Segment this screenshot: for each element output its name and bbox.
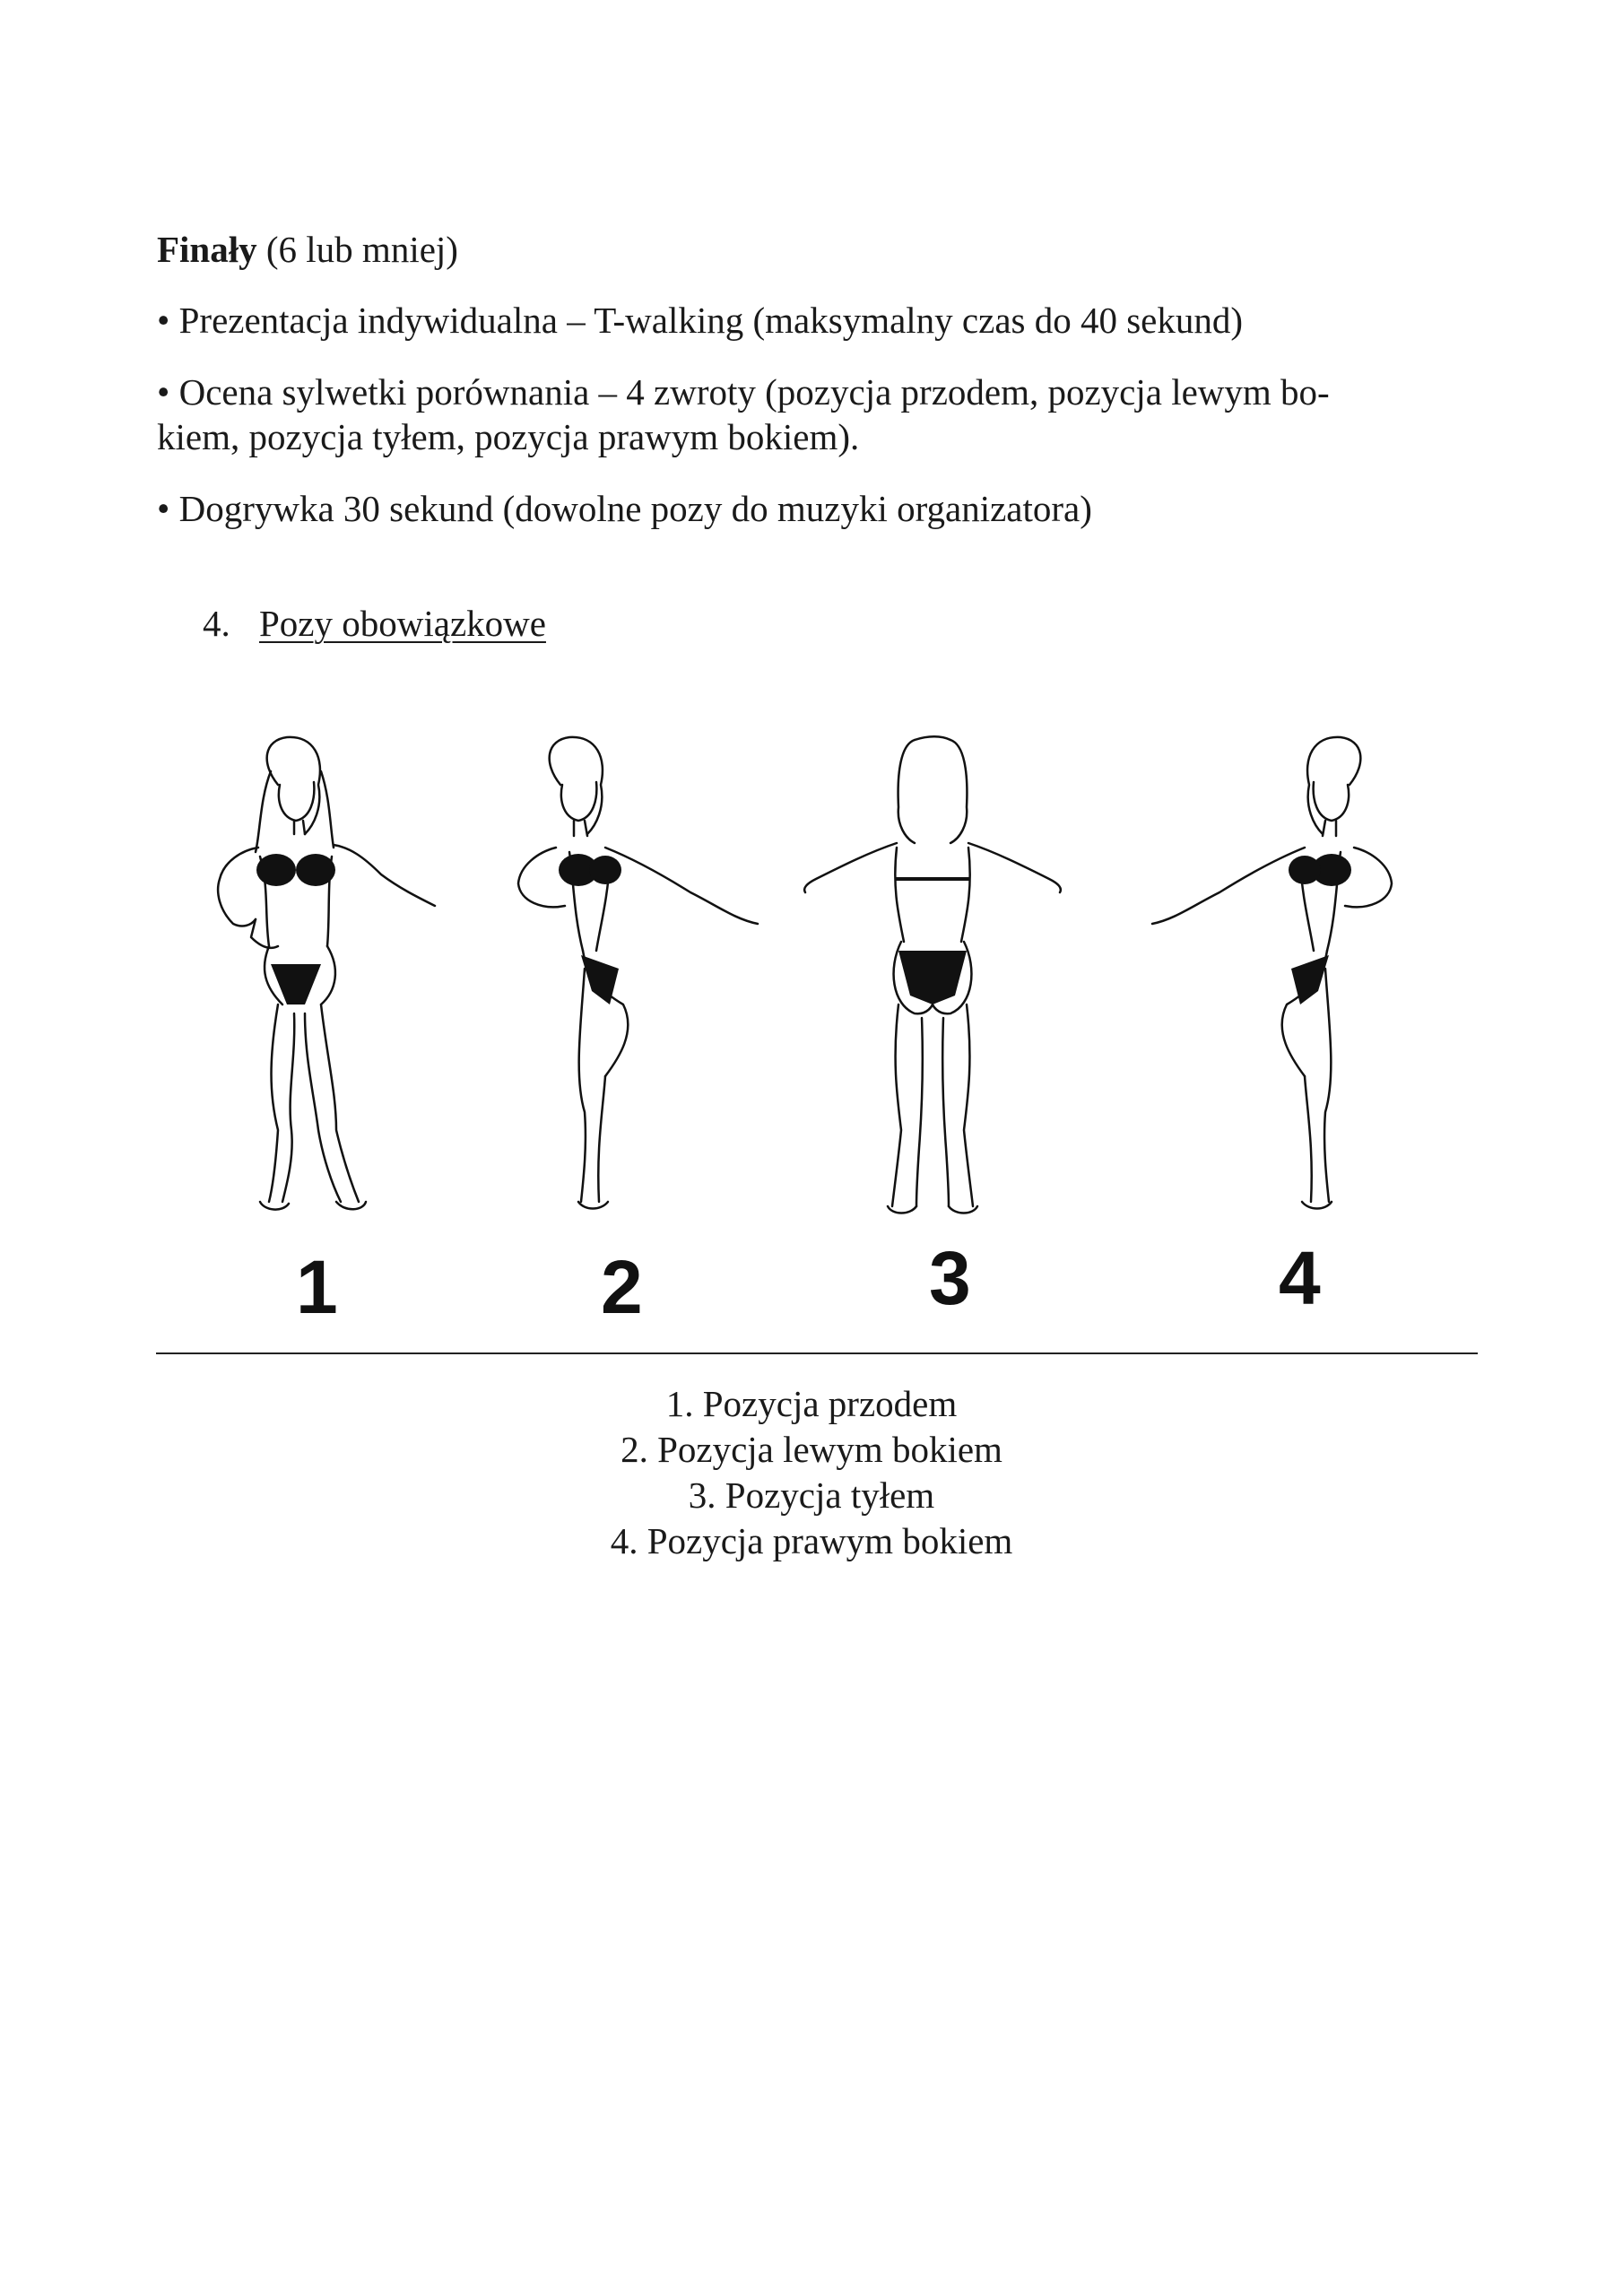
bullet-text: Ocena sylwetki porównania – 4 zwroty (pozycja przodem, pozycja lewym bo- (178, 371, 1330, 413)
bullet-item (157, 298, 1243, 343)
figure-number: 1 (296, 1245, 338, 1329)
figure-number: 4 (1279, 1236, 1321, 1320)
bullet-item (157, 370, 1330, 414)
poses-illustration (152, 735, 1471, 1327)
section-heading (157, 227, 458, 272)
pose-back-figure (798, 735, 1067, 1238)
bullet-item (157, 486, 1092, 531)
poses-legend (0, 1381, 1623, 1564)
legend-item: 3. Pozycja tyłem (688, 1474, 935, 1516)
bullet-marker: • (157, 371, 170, 413)
legend-item: 1. Pozycja przodem (665, 1383, 958, 1424)
bullet-text: Prezentacja indywidualna – T-walking (maksymalny czas do 40 sekund) (178, 300, 1244, 341)
bullet-text: Dogrywka 30 sekund (dowolne pozy do muzyki organizatora) (178, 488, 1092, 529)
pose-left-side-figure (502, 735, 771, 1238)
figure-number: 3 (929, 1236, 971, 1320)
heading-bold: Finały (157, 229, 257, 270)
legend-item: 4. Pozycja prawym bokiem (610, 1520, 1013, 1561)
subsection-label: Pozy obowiązkowe (259, 603, 546, 644)
bullet-marker: • (157, 300, 170, 341)
heading-rest: (6 lub mniej) (265, 229, 458, 270)
bullet-text-continuation: kiem, pozycja tyłem, pozycja prawym bokiem). (157, 416, 860, 457)
pose-front-figure (170, 735, 439, 1238)
subsection-number: 4. (203, 603, 230, 644)
horizontal-divider (156, 1352, 1478, 1354)
figure-number: 2 (601, 1245, 643, 1329)
subsection-title (203, 601, 546, 646)
pose-right-side-figure (1139, 735, 1408, 1238)
legend-item: 2. Pozycja lewym bokiem (621, 1429, 1002, 1470)
bullet-marker: • (157, 488, 170, 529)
